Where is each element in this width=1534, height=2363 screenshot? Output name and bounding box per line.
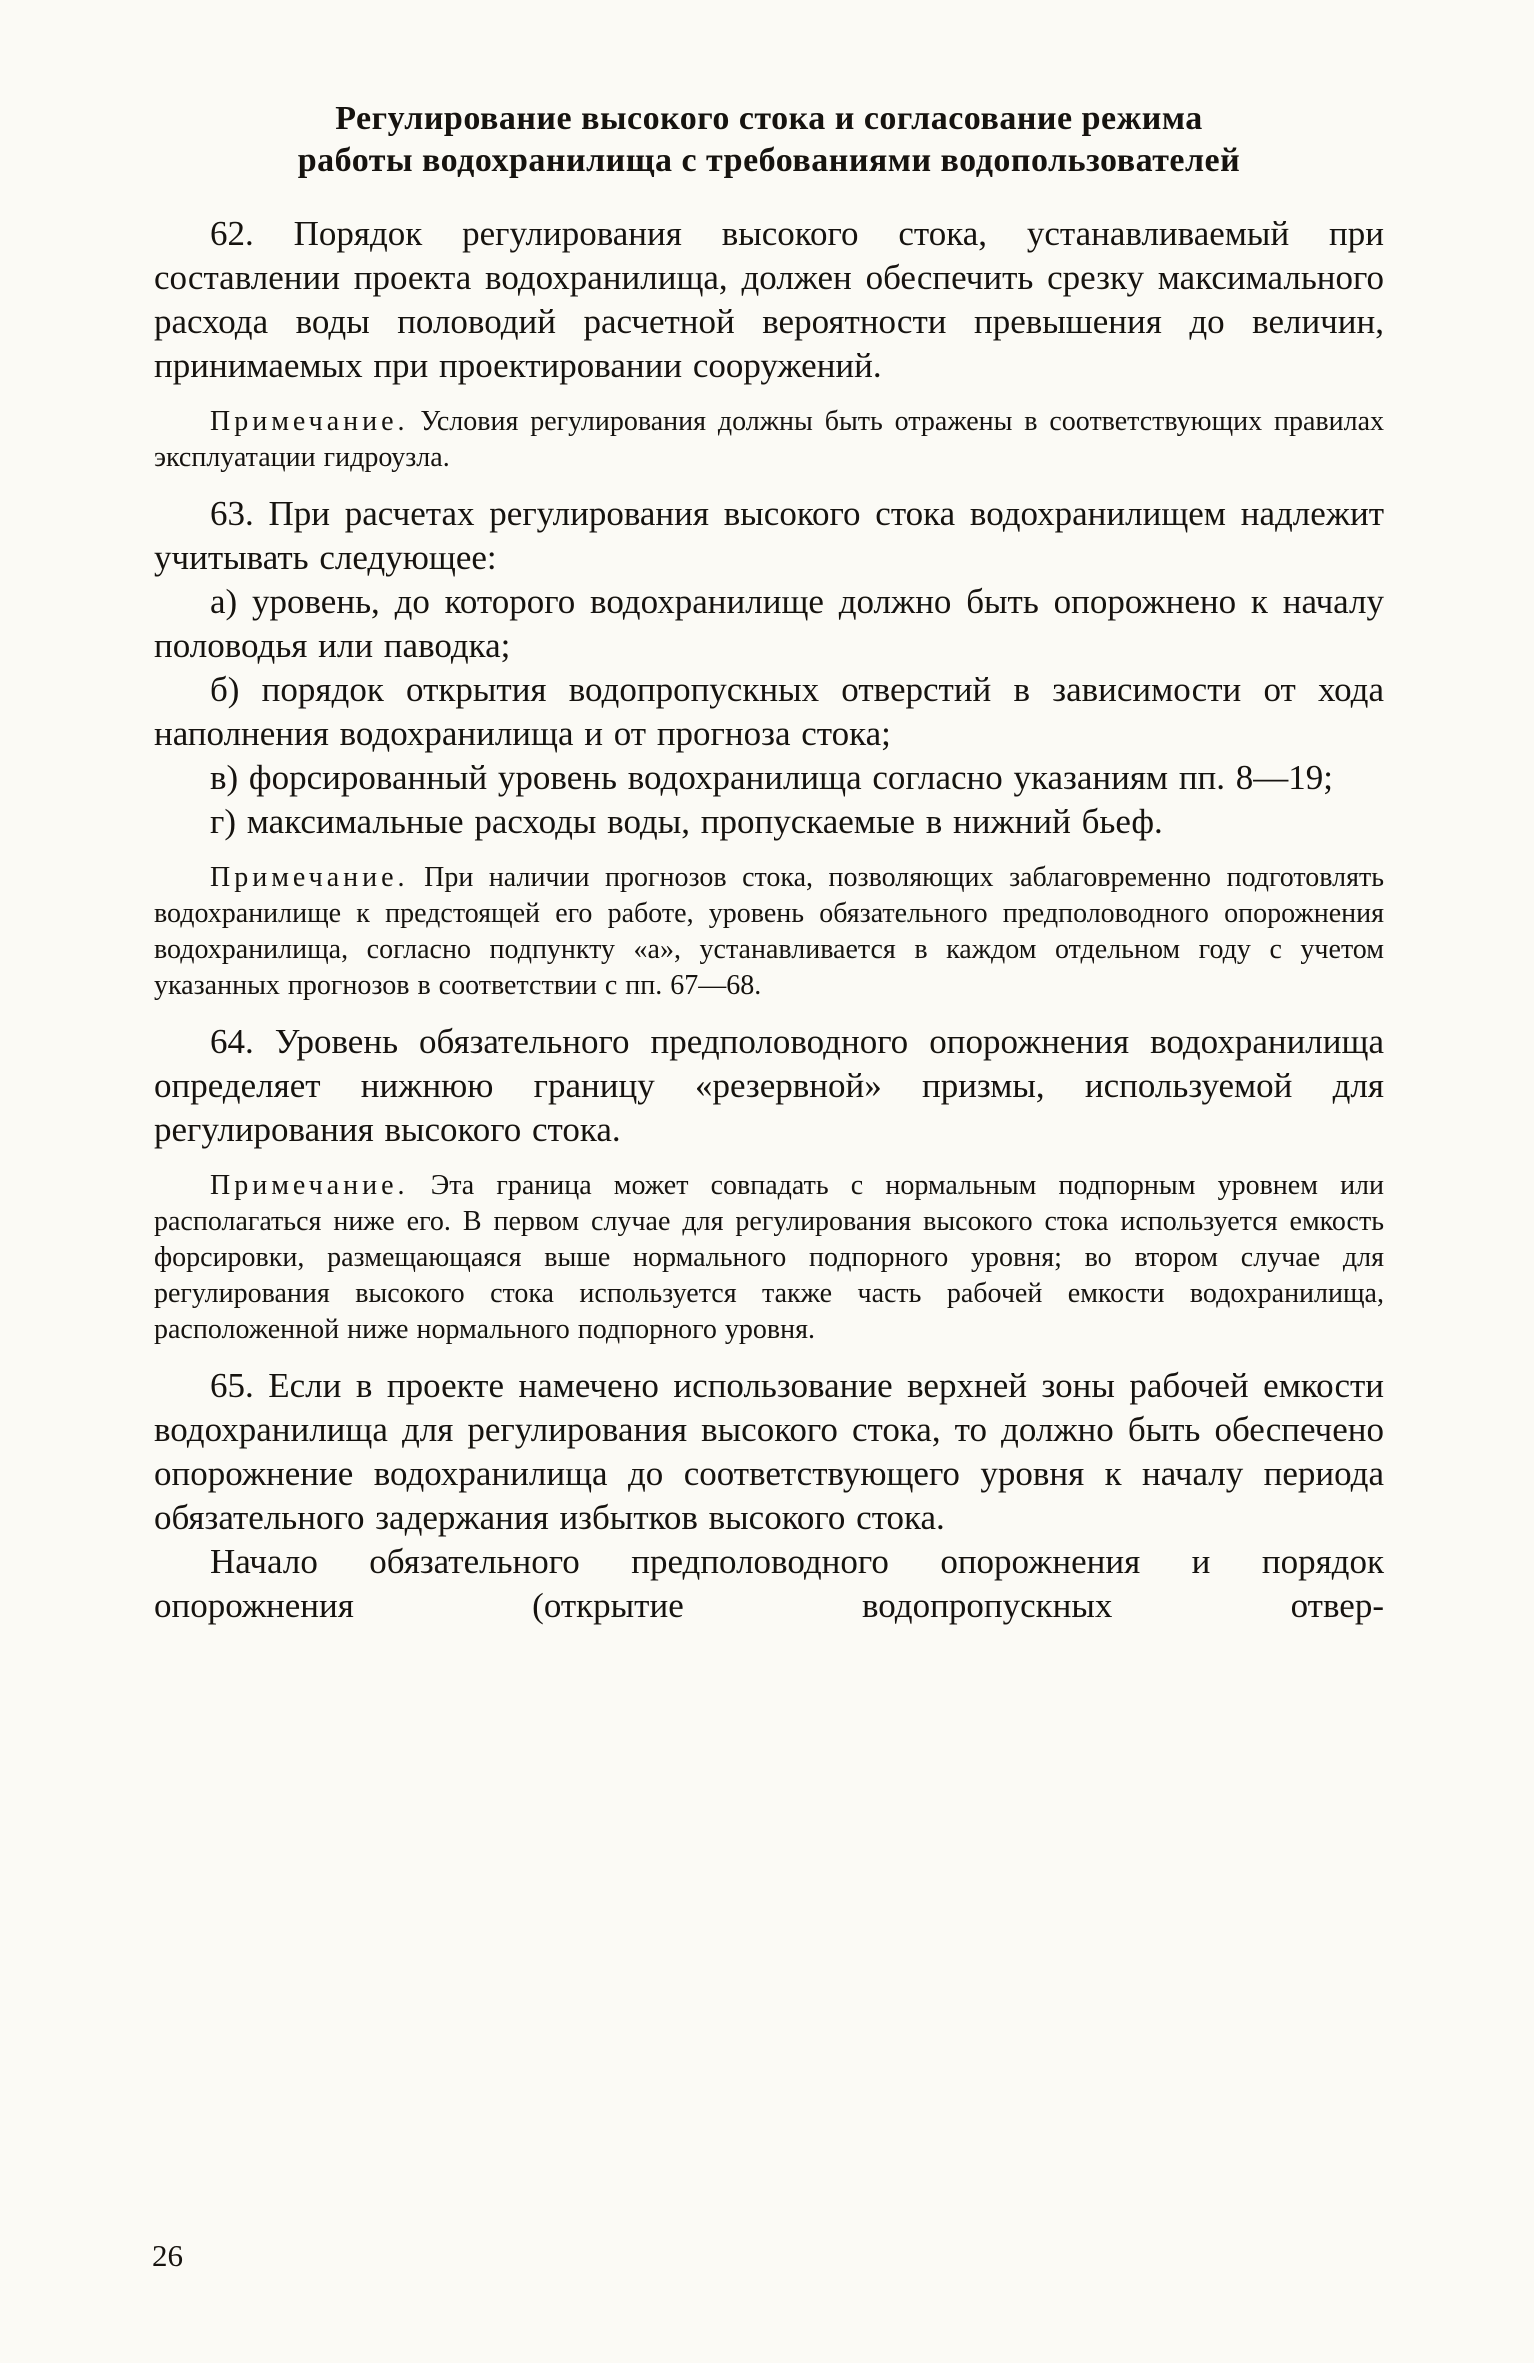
section-heading-line-1: Регулирование высокого стока и согласование режима [335, 100, 1203, 137]
paragraph-64: 64. Уровень обязательного предполоводного опорожнения водохранилища определяет нижнюю границу «резервной» призмы, используемой для регулирования высокого стока. [154, 1022, 1384, 1149]
note-text: Условия регулирования должны быть отражены в соответствующих правилах эксплуатации гидроузла. [154, 406, 1385, 473]
list-item-a: а) уровень, до которого водохранилище должно быть опорожнено к началу половодья или паводка; [154, 582, 1384, 665]
page-number: 26 [152, 2238, 183, 2273]
note-label: Примечание. [210, 862, 409, 893]
list-item-b: б) порядок открытия водопропускных отверстий в зависимости от хода наполнения водохранилища и от прогноза стока; [154, 670, 1384, 753]
note-after-64 [154, 1168, 1384, 1348]
section-heading [154, 98, 1384, 182]
paragraph-63-intro: 63. При расчетах регулирования высокого стока водохранилищем надлежит учитывать следующее: [154, 494, 1384, 577]
paragraph-65-part-2: Начало обязательного предполоводного опорожнения и порядок опорожнения (открытие водопропускных отвер- [154, 1542, 1384, 1625]
note-after-63 [154, 860, 1384, 1004]
note-text: При наличии прогнозов стока, позволяющих заблаговременно подготовлять водохранилище к предстоящей его работе, уровень обязательного предполоводного опорожнения водохранилища, согласно подпункту «а», устанавливается в каждом отдельном году с учетом указанных прогнозов в соответствии с пп. 67—68. [154, 862, 1384, 1001]
paragraph-62: 62. Порядок регулирования высокого стока, устанавливаемый при составлении проекта водохранилища, должен обеспечить срезку максимального расхода воды половодий расчетной вероятности превышения до величин, принимаемых при проектировании сооружений. [154, 214, 1384, 385]
paragraph-65-part-1: 65. Если в проекте намечено использование верхней зоны рабочей емкости водохранилища для регулирования высокого стока, то должно быть обеспечено опорожнение водохранилища до соответствующего уровня к началу периода обязательного задержания избытков высокого стока. [154, 1366, 1384, 1537]
note-text: Эта граница может совпадать с нормальным подпорным уровнем или располагаться ниже его. В первом случае для регулирования высокого стока используется емкость форсировки, размещающаяся выше нормального подпорного уровня; во втором случае для регулирования высокого стока используется также часть рабочей емкости водохранилища, расположенной ниже нормального подпорного уровня. [154, 1170, 1385, 1345]
list-item-g: г) максимальные расходы воды, пропускаемые в нижний бьеф. [210, 802, 1163, 841]
section-heading-line-2: работы водохранилища с требованиями водопользователей [297, 142, 1241, 179]
note-label: Примечание. [210, 406, 409, 437]
list-item-v: в) форсированный уровень водохранилища согласно указаниям пп. 8—19; [210, 758, 1334, 797]
note-label: Примечание. [210, 1170, 409, 1201]
note-after-62 [154, 404, 1384, 476]
